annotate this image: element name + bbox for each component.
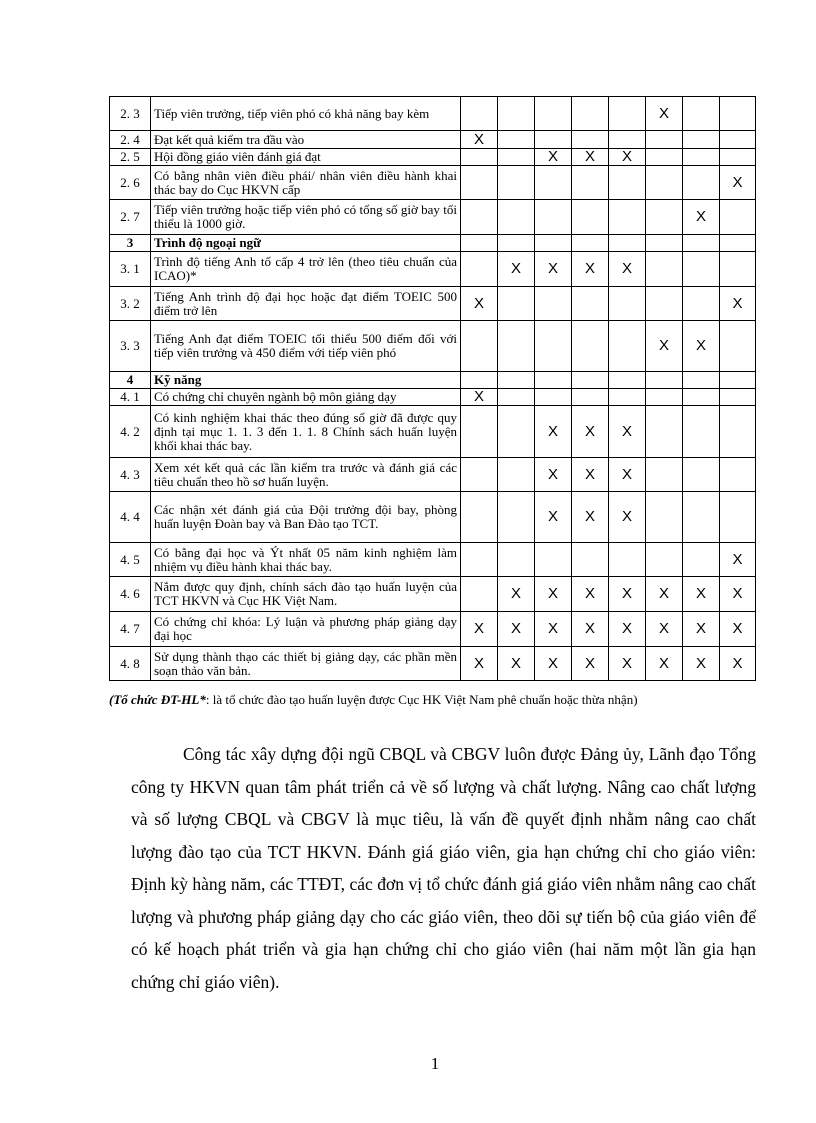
mark-cell — [572, 131, 609, 149]
mark-cell: X — [646, 97, 683, 131]
mark-cell: X — [609, 252, 646, 287]
mark-cell — [461, 577, 498, 612]
row-code: 4. 1 — [110, 389, 151, 406]
mark-cell — [683, 166, 720, 200]
mark-cell: X — [572, 577, 609, 612]
mark-cell: X — [535, 647, 572, 681]
mark-cell — [535, 321, 572, 372]
mark-cell — [498, 458, 535, 492]
mark-cell — [720, 252, 756, 287]
mark-cell — [646, 131, 683, 149]
row-code: 2. 6 — [110, 166, 151, 200]
table-row — [110, 200, 756, 235]
mark-cell — [683, 406, 720, 458]
table-row — [110, 131, 756, 149]
mark-cell — [720, 389, 756, 406]
mark-cell: X — [572, 149, 609, 166]
mark-cell — [572, 321, 609, 372]
mark-cell — [609, 372, 646, 389]
mark-cell: X — [683, 200, 720, 235]
mark-cell: X — [646, 577, 683, 612]
mark-cell — [720, 235, 756, 252]
row-description: Xem xét kết quả các lần kiểm tra trước và đánh giá các tiêu chuẩn theo hồ sơ huấn luyện. — [151, 458, 461, 492]
mark-cell: X — [498, 577, 535, 612]
mark-cell — [461, 321, 498, 372]
row-code: 3 — [110, 235, 151, 252]
mark-cell: X — [498, 647, 535, 681]
mark-cell — [572, 97, 609, 131]
row-code: 4. 6 — [110, 577, 151, 612]
mark-cell: X — [609, 406, 646, 458]
mark-cell — [609, 97, 646, 131]
table-row — [110, 647, 756, 681]
mark-cell — [461, 235, 498, 252]
row-code: 4. 2 — [110, 406, 151, 458]
row-code: 2. 3 — [110, 97, 151, 131]
mark-cell — [646, 406, 683, 458]
mark-cell — [535, 200, 572, 235]
mark-cell — [646, 458, 683, 492]
footnote-text: : là tổ chức đào tạo huấn luyện được Cục HK Việt Nam phê chuẩn hoặc thừa nhận) — [205, 692, 638, 707]
table-row — [110, 543, 756, 577]
mark-cell — [498, 389, 535, 406]
mark-cell: X — [535, 406, 572, 458]
mark-cell — [683, 287, 720, 321]
row-description: Tiếp viên trưởng, tiếp viên phó có khả năng bay kèm — [151, 97, 461, 131]
row-description: Có chứng chỉ chuyên ngành bộ môn giảng dạy — [151, 389, 461, 406]
mark-cell — [646, 252, 683, 287]
row-description: Có kinh nghiệm khai thác theo đúng số giờ đã được quy định tại mục 1. 1. 3 đến 1. 1. 8 Chính sách huấn luyện khối khai thác bay. — [151, 406, 461, 458]
mark-cell — [535, 543, 572, 577]
mark-cell — [498, 543, 535, 577]
mark-cell: X — [572, 458, 609, 492]
footnote — [109, 688, 755, 711]
row-code: 4 — [110, 372, 151, 389]
mark-cell — [609, 131, 646, 149]
mark-cell — [720, 492, 756, 543]
mark-cell — [646, 492, 683, 543]
mark-cell — [720, 406, 756, 458]
mark-cell: X — [498, 252, 535, 287]
body-paragraph: Công tác xây dựng đội ngũ CBQL và CBGV luôn được Đảng ủy, Lãnh đạo Tổng công ty HKVN quan tâm phát triển cả về số lượng và chất lượng. Nâng cao chất lượng và số lượng CBQL và CBGV là mục tiêu, là vấn đề quyết định nhằm nâng cao chất lượng đào tạo của TCT HKVN. Đánh giá giáo viên, gia hạn chứng chỉ cho giáo viên: Định kỳ hàng năm, các TTĐT, các đơn vị tổ chức đánh giá giáo viên nhằm nâng cao chất lượng và phương pháp giảng dạy cho các giáo viên, theo dõi sự tiến bộ của giáo viên để có kế hoạch phát triển và gia hạn chứng chỉ cho giáo viên (hai năm một lần gia hạn chứng chỉ giáo viên). — [131, 744, 756, 992]
mark-cell — [646, 200, 683, 235]
table-row — [110, 612, 756, 647]
mark-cell: X — [609, 612, 646, 647]
mark-cell — [461, 372, 498, 389]
table-row — [110, 97, 756, 131]
mark-cell: X — [683, 612, 720, 647]
mark-cell — [720, 97, 756, 131]
mark-cell — [461, 543, 498, 577]
mark-cell — [498, 406, 535, 458]
mark-cell: X — [609, 577, 646, 612]
mark-cell — [572, 200, 609, 235]
row-description: Tiếng Anh trình độ đại học hoặc đạt điểm TOEIC 500 điểm trở lên — [151, 287, 461, 321]
mark-cell — [646, 166, 683, 200]
table-row — [110, 252, 756, 287]
table-row — [110, 235, 756, 252]
mark-cell: X — [609, 149, 646, 166]
table-row — [110, 492, 756, 543]
row-description: Kỹ năng — [151, 372, 461, 389]
mark-cell: X — [609, 492, 646, 543]
mark-cell — [646, 543, 683, 577]
mark-cell — [498, 492, 535, 543]
mark-cell: X — [572, 406, 609, 458]
table-row — [110, 577, 756, 612]
row-description: Có bằng nhân viên điều phái/ nhân viên điều hành khai thác bay do Cục HKVN cấp — [151, 166, 461, 200]
row-code: 2. 7 — [110, 200, 151, 235]
footnote-tag: (Tổ chức ĐT-HL* — [109, 692, 206, 707]
mark-cell — [609, 166, 646, 200]
mark-cell — [646, 149, 683, 166]
mark-cell — [683, 149, 720, 166]
mark-cell: X — [535, 458, 572, 492]
mark-cell — [683, 389, 720, 406]
mark-cell: X — [461, 389, 498, 406]
mark-cell: X — [461, 647, 498, 681]
mark-cell: X — [498, 612, 535, 647]
mark-cell — [535, 97, 572, 131]
mark-cell — [498, 166, 535, 200]
row-code: 3. 2 — [110, 287, 151, 321]
row-description: Có bằng đại học và Ýt nhất 05 năm kinh nghiệm làm nhiệm vụ điều hành khai thác bay. — [151, 543, 461, 577]
mark-cell — [720, 200, 756, 235]
mark-cell: X — [609, 458, 646, 492]
row-description: Các nhận xét đánh giá của Đội trưởng đội bay, phòng huấn luyện Đoàn bay và Ban Đào tạo TCT. — [151, 492, 461, 543]
mark-cell: X — [572, 252, 609, 287]
row-description: Hội đồng giáo viên đánh giá đạt — [151, 149, 461, 166]
mark-cell: X — [646, 647, 683, 681]
mark-cell: X — [572, 612, 609, 647]
row-description: Trình độ ngoại ngữ — [151, 235, 461, 252]
mark-cell: X — [646, 321, 683, 372]
mark-cell: X — [720, 543, 756, 577]
mark-cell: X — [720, 287, 756, 321]
mark-cell: X — [572, 647, 609, 681]
mark-cell: X — [720, 166, 756, 200]
mark-cell — [572, 235, 609, 252]
mark-cell — [535, 389, 572, 406]
row-code: 3. 1 — [110, 252, 151, 287]
mark-cell — [498, 97, 535, 131]
mark-cell: X — [683, 321, 720, 372]
mark-cell: X — [461, 612, 498, 647]
mark-cell — [609, 287, 646, 321]
mark-cell — [498, 149, 535, 166]
row-description: Sử dụng thành thạo các thiết bị giảng dạy, các phần mền soạn thảo văn bản. — [151, 647, 461, 681]
mark-cell: X — [461, 131, 498, 149]
mark-cell: X — [572, 492, 609, 543]
mark-cell — [683, 252, 720, 287]
mark-cell — [683, 235, 720, 252]
table-row — [110, 406, 756, 458]
mark-cell — [461, 458, 498, 492]
mark-cell: X — [720, 612, 756, 647]
mark-cell: X — [535, 577, 572, 612]
mark-cell — [461, 492, 498, 543]
mark-cell — [535, 235, 572, 252]
page-number: 1 — [430, 1054, 440, 1073]
mark-cell — [720, 321, 756, 372]
mark-cell — [535, 131, 572, 149]
mark-cell — [461, 406, 498, 458]
mark-cell — [535, 166, 572, 200]
mark-cell — [720, 458, 756, 492]
row-description: Đạt kết quả kiểm tra đầu vào — [151, 131, 461, 149]
mark-cell — [646, 389, 683, 406]
mark-cell — [720, 372, 756, 389]
mark-cell: X — [461, 287, 498, 321]
table-row — [110, 372, 756, 389]
mark-cell — [683, 372, 720, 389]
mark-cell — [646, 372, 683, 389]
row-description: Có chứng chỉ khóa: Lý luận và phương pháp giảng dạy đại học — [151, 612, 461, 647]
mark-cell — [461, 200, 498, 235]
mark-cell: X — [609, 647, 646, 681]
mark-cell — [498, 235, 535, 252]
mark-cell: X — [683, 647, 720, 681]
mark-cell — [609, 235, 646, 252]
row-description: Trình độ tiếng Anh tố cấp 4 trở lên (theo tiêu chuẩn của ICAO)* — [151, 252, 461, 287]
mark-cell — [461, 252, 498, 287]
row-description: Nắm được quy định, chính sách đào tạo huấn luyện của TCT HKVN và Cục HK Việt Nam. — [151, 577, 461, 612]
mark-cell — [683, 97, 720, 131]
row-code: 2. 4 — [110, 131, 151, 149]
mark-cell — [498, 321, 535, 372]
mark-cell — [683, 492, 720, 543]
row-code: 4. 4 — [110, 492, 151, 543]
row-code: 3. 3 — [110, 321, 151, 372]
table-row — [110, 389, 756, 406]
mark-cell: X — [683, 577, 720, 612]
table-row — [110, 166, 756, 200]
row-code: 4. 3 — [110, 458, 151, 492]
mark-cell — [572, 372, 609, 389]
mark-cell — [572, 287, 609, 321]
mark-cell: X — [720, 647, 756, 681]
mark-cell — [720, 149, 756, 166]
mark-cell — [646, 235, 683, 252]
row-code: 4. 5 — [110, 543, 151, 577]
mark-cell — [720, 131, 756, 149]
mark-cell — [609, 321, 646, 372]
mark-cell — [461, 166, 498, 200]
mark-cell — [683, 458, 720, 492]
mark-cell — [572, 166, 609, 200]
criteria-table-body — [110, 97, 756, 681]
mark-cell: X — [646, 612, 683, 647]
mark-cell — [535, 372, 572, 389]
row-description: Tiếng Anh đạt điểm TOEIC tối thiểu 500 điểm đối với tiếp viên trưởng và 450 điểm với tiếp viên phó — [151, 321, 461, 372]
mark-cell: X — [535, 612, 572, 647]
mark-cell — [572, 389, 609, 406]
mark-cell — [572, 543, 609, 577]
mark-cell — [683, 543, 720, 577]
mark-cell — [683, 131, 720, 149]
table-row — [110, 287, 756, 321]
mark-cell — [498, 372, 535, 389]
mark-cell: X — [535, 149, 572, 166]
mark-cell — [461, 97, 498, 131]
mark-cell — [609, 543, 646, 577]
criteria-table — [109, 96, 756, 681]
mark-cell — [461, 149, 498, 166]
mark-cell — [609, 200, 646, 235]
table-row — [110, 321, 756, 372]
table-row — [110, 149, 756, 166]
mark-cell — [609, 389, 646, 406]
mark-cell — [535, 287, 572, 321]
row-code: 4. 7 — [110, 612, 151, 647]
table-row — [110, 458, 756, 492]
mark-cell: X — [720, 577, 756, 612]
mark-cell — [498, 131, 535, 149]
mark-cell — [646, 287, 683, 321]
mark-cell: X — [535, 252, 572, 287]
row-description: Tiếp viên trưởng hoặc tiếp viên phó có tổng số giờ bay tối thiểu là 1000 giờ. — [151, 200, 461, 235]
row-code: 2. 5 — [110, 149, 151, 166]
row-code: 4. 8 — [110, 647, 151, 681]
mark-cell — [498, 287, 535, 321]
mark-cell: X — [535, 492, 572, 543]
mark-cell — [498, 200, 535, 235]
